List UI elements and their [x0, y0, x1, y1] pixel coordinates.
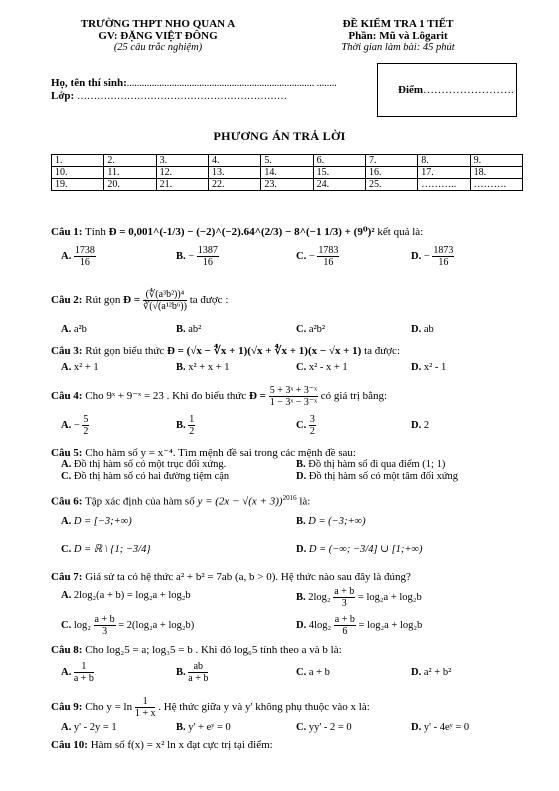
answer-cell[interactable]: 4. [208, 155, 260, 167]
q2-option-d[interactable]: D. ab [411, 324, 434, 335]
q8-option-c[interactable]: C. a + b [296, 667, 330, 678]
q1-option-a[interactable]: A. $\frac{1738}{16}$ [61, 245, 95, 268]
answer-sheet-title: PHƯƠNG ÁN TRẢ LỜI [213, 129, 346, 143]
answer-cell[interactable]: 7. [365, 155, 417, 167]
score-label: Điểm……………………. [398, 84, 514, 96]
q1-option-c[interactable]: C. − $\frac{1783}{16}$ [296, 245, 339, 268]
q2-option-b[interactable]: B. ab² [176, 324, 202, 335]
question-7: Câu 7: Giả sử ta có hệ thức a² + b² = 7ab (a, b > 0). Hệ thức nào sau đây là đúng? [51, 571, 411, 583]
question-2: Câu 2: Rút gọn Đ = $\frac{\text{(∜(a³b²))⁴}}{\text{∛(√(a¹²b⁶))}}$ ta được : [51, 289, 229, 312]
q3-option-a[interactable]: A. x² + 1 [61, 362, 99, 373]
q4-expression: $\frac{\text{5 + 3ˣ + 3⁻ˣ}}{\text{1 − 3ˣ − 3⁻ˣ}}$ [269, 385, 318, 408]
answer-cell[interactable]: 9. [470, 155, 522, 167]
q4-option-a[interactable]: A. − $\frac{5}{2}$ [61, 414, 89, 437]
q6-expression: y = (2x − √(x + 3)) [197, 495, 283, 508]
q2-option-c[interactable]: C. a²b² [296, 324, 326, 335]
answer-cell[interactable]: ……….. [418, 179, 470, 191]
q2-expression: $\frac{\text{(∜(a³b²))⁴}}{\text{∛(√(a¹²b⁶))}}$ [142, 289, 187, 312]
question-9: Câu 9: Cho y = ln $\frac{1}{1 + x}$ . Hệ thức giữa y và y' không phụ thuộc vào x là: [51, 696, 370, 719]
exam-title: ĐỀ KIỂM TRA 1 TIẾT [342, 18, 454, 30]
answer-cell[interactable]: 10. [52, 167, 104, 179]
school-name: TRƯỜNG THPT NHO QUAN A [80, 18, 236, 30]
answer-cell[interactable]: 12. [156, 167, 208, 179]
q6-option-c[interactable]: C. D = ℝ \ {1; −3/4} [61, 544, 151, 555]
q8-option-a[interactable]: A. $\frac{1}{a + b}$ [61, 661, 94, 684]
q4-option-b[interactable]: B. $\frac{1}{2}$ [176, 414, 195, 437]
answer-cell[interactable]: 24. [313, 179, 365, 191]
q4-option-d[interactable]: D. 2 [411, 420, 430, 431]
q9-expression: $\frac{1}{1 + x}$ [134, 696, 156, 719]
answer-cell[interactable]: 21. [156, 179, 208, 191]
q7-option-b[interactable]: B. 2log₂ $\frac{a + b}{3}$ = log₂a + log₂b [296, 586, 422, 609]
answer-cell[interactable]: 6. [313, 155, 365, 167]
answer-cell[interactable]: 2. [104, 155, 156, 167]
answer-cell[interactable]: 17. [418, 167, 470, 179]
q5-option-a[interactable]: A. Đồ thị hàm số có một trục đối xứng. [61, 459, 227, 470]
q9-option-c[interactable]: C. yy' - 2 = 0 [296, 722, 352, 733]
q9-option-b[interactable]: B. y' + eʸ = 0 [176, 722, 231, 733]
answer-cell[interactable]: 18. [470, 167, 522, 179]
q6-option-d[interactable]: D. D = (−∞; −3/4] ∪ [1;+∞) [296, 544, 423, 555]
answer-cell[interactable]: 23. [261, 179, 313, 191]
answer-cell[interactable]: 19. [52, 179, 104, 191]
exam-section: Phần: Mũ và Lôgarit [348, 30, 448, 42]
q5-option-b[interactable]: B. Đồ thị hàm số đi qua điểm (1; 1) [296, 459, 446, 470]
q8-option-d[interactable]: D. a² + b² [411, 667, 452, 678]
question-10: Câu 10: Hàm số f(x) = x² ln x đạt cực trị tại điểm: [51, 739, 273, 751]
q6-option-a[interactable]: A. D = [−3;+∞) [61, 516, 132, 527]
q5-option-c[interactable]: C. Đồ thị hàm số có hai đường tiệm cận [61, 471, 230, 482]
answer-grid [51, 154, 523, 191]
student-name-label: Họ, tên thí sinh:........................................................................... ........ [51, 77, 337, 89]
q9-option-d[interactable]: D. y' - 4eʸ = 0 [411, 722, 470, 733]
question-4: Câu 4: Cho 9ˣ + 9⁻ˣ = 23 . Khi đo biểu thức Đ = $\frac{\text{5 + 3ˣ + 3⁻ˣ}}{\text{1 − 3ˣ − 3⁻ˣ}}$ có giá trị bằng: [51, 385, 388, 408]
answer-cell[interactable]: 14. [261, 167, 313, 179]
q1-option-b[interactable]: B. − $\frac{1387}{16}$ [176, 245, 218, 268]
question-6: Câu 6: Tập xác định của hàm số $y = (2x - √(x + 3))^{2016}$ là: [51, 494, 311, 508]
q9-option-a[interactable]: A. y' - 2y = 1 [61, 722, 117, 733]
q6-option-b[interactable]: B. D = (−3;+∞) [296, 516, 366, 527]
teacher-name: GV: ĐẶNG VIỆT ĐÔNG [98, 30, 218, 42]
q1-expression: Đ = 0,001^(-1/3) − (−2)^(−2).64^(2/3) − 8^(−1 1/3) + (9⁰)² [108, 226, 375, 238]
answer-cell[interactable]: 13. [208, 167, 260, 179]
answer-cell[interactable]: ………. [470, 179, 522, 191]
q8-option-b[interactable]: B. $\frac{ab}{a + b}$ [176, 661, 209, 684]
student-class-label: Lớp: ……………………………………………………… [51, 90, 287, 102]
q2-option-a[interactable]: A. a²b [61, 324, 87, 335]
answer-cell[interactable]: 5. [261, 155, 313, 167]
q7-option-d[interactable]: D. 4log₂ $\frac{a + b}{6}$ = log₂a + log₂b [296, 614, 423, 637]
answer-cell[interactable]: 3. [156, 155, 208, 167]
answer-grid-row [52, 155, 523, 167]
q7-option-a[interactable]: A. 2log₂(a + b) = log₂a + log₂b [61, 590, 191, 601]
q3-expression: Đ = (√x − ∜x + 1)(√x + ∜x + 1)(x − √x + 1) [166, 345, 362, 357]
question-5: Câu 5: Cho hàm số y = x⁻⁴. Tìm mệnh đề sai trong các mệnh đề sau: [51, 447, 356, 459]
exam-time: Thời gian làm bài: 45 phút [341, 42, 455, 53]
question-1: Câu 1: Tính Đ = 0,001^(-1/3) − (−2)^(−2).64^(2/3) − 8^(−1 1/3) + (9⁰)² kết quả là: [51, 226, 424, 238]
q1-option-d[interactable]: D. − $\frac{1873}{16}$ [411, 245, 454, 268]
q5-option-d[interactable]: D. Đồ thị hàm số có một tâm đối xứng [296, 471, 459, 482]
question-8: Câu 8: Cho log₂5 = a; log₃5 = b . Khi đó log₆5 tính theo a và b là: [51, 644, 342, 656]
q7-option-c[interactable]: C. log₂ $\frac{a + b}{3}$ = 2(log₂a + log₂b) [61, 614, 195, 637]
q3-option-c[interactable]: C. x² - x + 1 [296, 362, 348, 373]
answer-cell[interactable]: 20. [104, 179, 156, 191]
answer-grid-row [52, 179, 523, 191]
answer-cell[interactable]: 8. [418, 155, 470, 167]
q3-option-b[interactable]: B. x² + x + 1 [176, 362, 230, 373]
answer-grid-row [52, 167, 523, 179]
answer-cell[interactable]: 25. [365, 179, 417, 191]
answer-cell[interactable]: 16. [365, 167, 417, 179]
answer-cell[interactable]: 22. [208, 179, 260, 191]
q4-option-c[interactable]: C. $\frac{3}{2}$ [296, 414, 315, 437]
answer-cell[interactable]: 11. [104, 167, 156, 179]
q3-option-d[interactable]: D. x² - 1 [411, 362, 447, 373]
answer-cell[interactable]: 1. [52, 155, 104, 167]
answer-cell[interactable]: 15. [313, 167, 365, 179]
question-count-note: (25 câu trắc nghiệm) [113, 42, 203, 53]
question-3: Câu 3: Rút gọn biểu thức Đ = (√x − ∜x + 1)(√x + ∜x + 1)(x − √x + 1) ta được: [51, 345, 400, 357]
